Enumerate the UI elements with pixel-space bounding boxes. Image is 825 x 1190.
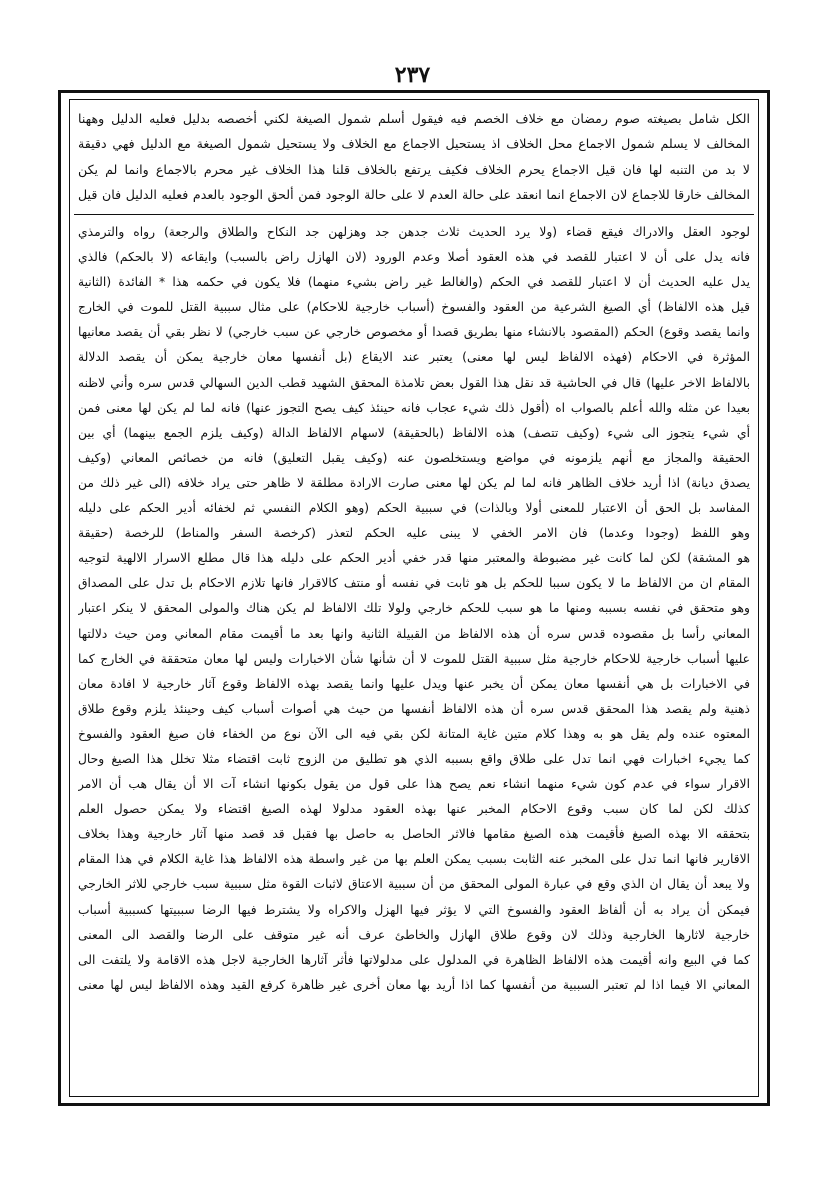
main-text-line: وهو متحقق في نفسه بسببه ومنها ما هو سبب للحكم خارجي ولولا تلك الالفاظ لم يكن هناك والمولى المحقق لا ينكر اعتبار (78, 601, 750, 616)
main-text-line: فانه يدل على أن لا اعتبار للقصد في هذه العقود أصلا وعدم الورود (لان الهازل راض بالسبب) وايقاعه (لا بالحكم) فالذي (78, 250, 750, 265)
main-text-line: خارجية لاثارها الخارجية وذلك لان وقوع طلاق الهازل والخاطئ عرف أنه غير متوقف على الرضا والقصد الى المعنى (78, 927, 750, 942)
main-text-line: الحقيقة والمجاز مع أنهم يلزمونه في مواضع ويستخلصون عنه (وكيف يقبل التعليق) فانه من خصائص المعاني (وكيف (78, 450, 750, 465)
main-text-line: كما في البيع وانه أقيمت هذه الالفاظ الظاهرة في المدلول على مدلولاتها فأثر آثارها الخارجية لاجل هذه الاقامة ولا يلتفت الى (78, 952, 750, 967)
main-text-line: المفاسد بل الحق أن الاعتبار للمعنى أولا وبالذات) في سببية الحكم (وهو الكلام النفسي ثم لخفائه أدير الحكم على دليله (78, 501, 750, 516)
commentary-line: الكل شامل بصيغته صوم رمضان مع خلاف الخصم فيه فيقول أسلم شمول الصيغة لكني أخصصه بدليل فعليه الدليل وههنا (78, 111, 750, 126)
main-text-line: المقام ان من الالفاظ ما لا يكون سببا للحكم بل هو ثابت في نفسه أو منتف كالاقرار فانها تلازم الاحكام بل تدل على المصداق (78, 576, 750, 591)
main-text-line: المؤثرة في الاحكام (فهذه الالفاظ ليس لها معنى) يعتبر عند الايقاع (بل أنفسها معان خارجية يمكن أن يقصد الدلالة (78, 350, 750, 365)
main-text-line: بتحققه الا بهذه الصيغ فأقيمت هذه الصيغ مقامها فالاثر الحاصل به حاصل بها فقبل قد قصد منها آثار خارجية وهذا بخلاف (78, 827, 750, 842)
commentary-line: المخالف خارقا للاجماع لان الاجماع انما انعقد على حالة العدم لا على حالة الوجود فمن ألحق الوجود بالعدم فعليه الدليل فان قيل (78, 186, 750, 202)
main-text-block (78, 220, 750, 998)
main-text-line: هو المشقة) لكن لما كانت غير مضبوطة والمعتبر منها قدر خفي أدير الحكم على دليله هذا قال مطلع الاسرار الالهية لتوجيه (78, 551, 750, 566)
main-text-line: المعاني الا فيما اذا لم تعتبر السببية من أنفسها كما اذا أريد بها معان أخرى غير ظاهرة كرفع القيد وهذه الالفاظ ليس لها معنى (78, 977, 750, 992)
section-divider (74, 214, 754, 215)
main-text-line: المعاني رأسا بل مقصوده قدس سره أن هذه الالفاظ من القبيلة الثانية وانها بعد ما أقيمت مقام المعاني ومن حيث دلالتها (78, 626, 750, 641)
main-text-line: الاقارير فانها انما تدل على المخبر عنه الثابت بسبب يمكن العلم بها من غير واسطة هذه الالفاظ هذا غاية الكلام في هذا المقام (78, 852, 750, 867)
main-text-line: كما يجيء اخبارات فهي انما تدل على طلاق واقع بسببه الذي هو تطليق من الزوج ثابت اقتضاء مثلا تخلل هذا الصيغ وحال (78, 751, 750, 766)
commentary-line: لا بد من التنبه لها فان قيل الاجماع يحرم الخلاف فكيف يرتفع بالخلاف قلنا هذا الخلاف غير محرم بالاجماع وانما لم يكن (78, 161, 750, 177)
main-text-line: المعتوه عنده ولم يقل هو به وهذا كلام متين غاية المتانة لكن بقي فيه الى الآن نوع من الخفاء فان صيغ العقود والفسوخ (78, 726, 750, 741)
main-text-line: قيل هذه الالفاظ) أي الصيغ الشرعية من العقود والفسوخ (أسباب خارجية للاحكام) على مثال سببية القتل للموت في الخارج (78, 300, 750, 315)
main-text-line: يدل عليه الحديث أن لا اعتبار للقصد في الحكم (والغالط غير راض بشيء منهما) فلا يكون في حكمه هذا * الفائدة (الثانية (78, 275, 750, 290)
main-text-line: فيمكن أن يراد به أن ألفاظ العقود والفسوخ التي لا يؤثر فيها الهزل والاكراه ولا يشترط فيها الرضا سببيتها كسببية أسباب (78, 902, 750, 917)
main-text-line: لوجود العقل والادراك فيقع قضاء (ولا يرد الحديث ثلاث جدهن جد وهزلهن جد النكاح والطلاق والرجعة) رواه والترمذي (78, 225, 750, 239)
main-text-line: ولا يبعد أن يقال ان الذي وقع في عبارة المولى المحقق من أن سببية الاعتاق لاثبات القوة مثل سببية سبب خارجي للاثر الخارجي (78, 877, 750, 892)
main-text-line: الاقرار سواء في عدم كون شيء منهما انشاء نعم يصح هذا على قول من يقول بكونها انشاء آت الا أن يقال هب أن الامر (78, 777, 750, 792)
page-frame (58, 90, 770, 1106)
main-text-line: بالالفاظ الاخر عليها) قال في الحاشية قد نقل هذا القول بعض تلامذة المحقق الشهيد قطب الدين السهالي قدس سره وأني لاظنه (78, 375, 750, 390)
page-number: ٢٣٧ (394, 62, 431, 88)
page-frame-inner (69, 99, 759, 1097)
main-text-line: في الاخبارات بل هي أنفسها معان يمكن أن يخبر عنها ويدل عليها وانما يقصد بهذه الالفاظ وقوع آثار خارجية لا افادة معان (78, 676, 750, 691)
main-text-line: وهو اللفظ (وجودا وعدما) فان الامر الخفي لا يبنى عليه الحكم لتعذر (كرخصة السفر والمناط) للرخصة (حقيقة (78, 526, 750, 541)
main-text-line: ذهنية ولم يقصد هذا المحقق قدس سره أن هذه الالفاظ أنفسها من حيث هي أصوات أسباب كيف وحينئذ يلزم وقوع طلاق (78, 701, 750, 716)
commentary-block (78, 106, 750, 207)
main-text-line: كذلك لكن لما كان سبب وقوع الاحكام المخبر عنها بهذه العقود مدلولا لهذه الصيغ اقتضاء ولا يمكن حصول العلم (78, 802, 750, 817)
commentary-line: المخالف لا يسلم شمول الاجماع محل الخلاف اذ يستحيل الاجماع مع الخلاف ولا يستحيل شمول الصيغة مع الدليل فهي دقيقة (78, 136, 750, 152)
main-text-line: عليها أسباب خارجية للاحكام خارجية مثل سببية القتل للموت لا أن شأنها شأن الاخبارات وليس لها معان متحققة في الخارج كما (78, 651, 750, 666)
main-text-line: بعيدا عن مثله والله أعلم بالصواب اه (أقول ذلك شيء عجاب فانه حينئذ كيف يصح التجوز عنها) فانه لما لم يكن لها معنى فمن (78, 400, 750, 415)
main-text-line: يصدق ديانة) اذا أريد خلاف الظاهر فانه لما لم يكن لها معنى صارت الارادة مطلقة لا ظاهر حتى يراد خلافه (الى غير ذلك من (78, 475, 750, 490)
main-text-line: وانما يقصد وقوع) الحكم (المقصود بالانشاء منها بطريق قصدا أو مخصوص خارجي عن سبب خارجي) لا نظر بقي أن يقصد معانيها (78, 325, 750, 340)
main-text-line: أي شيء يتجوز الى شيء (وكيف تتصف) هذه الالفاظ (بالحقيقة) لاسهام الالفاظ الدالة (وكيف يلزم الجمع بينهما) أي بين (78, 425, 750, 440)
